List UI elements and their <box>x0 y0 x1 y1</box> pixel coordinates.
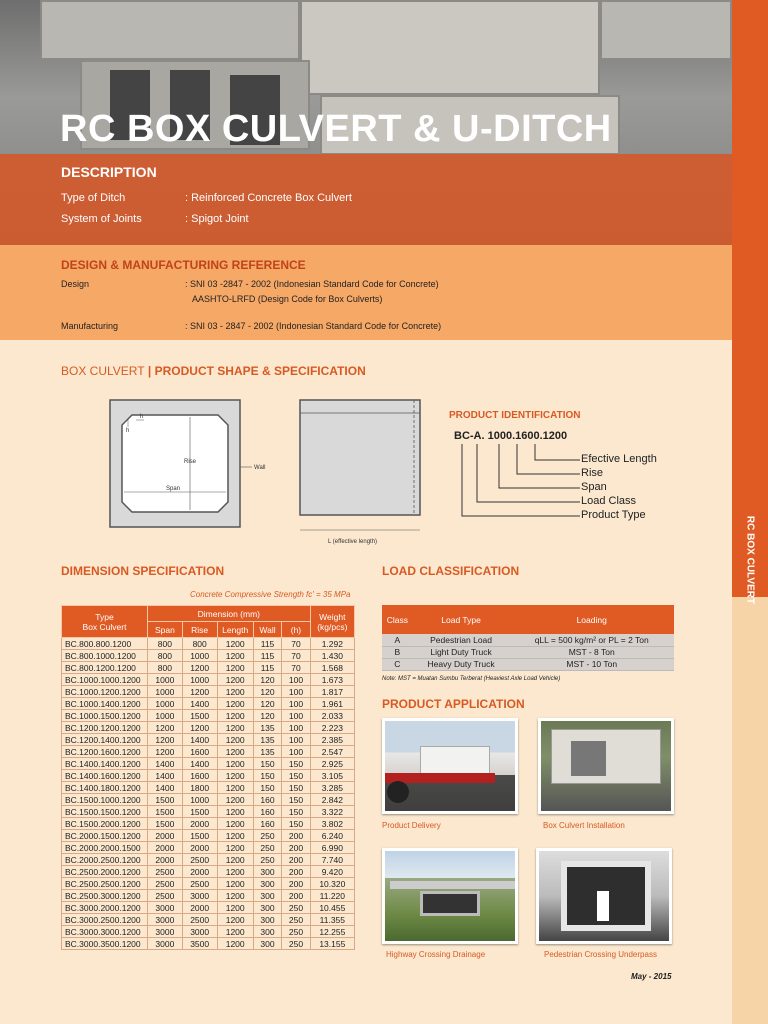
table-cell: 300 <box>253 890 281 902</box>
wall-label: Wall <box>254 465 266 471</box>
table-cell: 1500 <box>182 830 217 842</box>
caption-delivery: Product Delivery <box>382 821 441 830</box>
table-cell: 11.220 <box>310 890 354 902</box>
table-cell: 2.842 <box>310 794 354 806</box>
table-cell: 13.155 <box>310 938 354 950</box>
table-cell: 3.105 <box>310 770 354 782</box>
table-cell: 1200 <box>217 842 253 854</box>
table-cell: 11.355 <box>310 914 354 926</box>
col-wall: Wall <box>253 622 281 638</box>
table-row <box>62 842 355 854</box>
table-cell: BC.2000.2500.1200 <box>62 854 148 866</box>
table-cell: 300 <box>253 866 281 878</box>
col-rise: Rise <box>182 622 217 638</box>
caption-highway: Highway Crossing Drainage <box>386 950 486 959</box>
table-cell: 2500 <box>182 854 217 866</box>
table-cell: MST - 8 Ton <box>509 646 674 658</box>
table-cell: 1200 <box>217 878 253 890</box>
table-cell: 250 <box>282 902 310 914</box>
reference-design-2: AASHTO-LRFD (Design Code for Box Culverts) <box>192 294 383 304</box>
table-cell: 2500 <box>148 866 183 878</box>
table-row <box>62 686 355 698</box>
description-heading: DESCRIPTION <box>61 164 157 180</box>
col-loading: Loading <box>509 605 674 634</box>
table-cell: 1800 <box>182 782 217 794</box>
table-cell: 2500 <box>182 878 217 890</box>
product-identification-heading: PRODUCT IDENTIFICATION <box>449 410 581 421</box>
photo-product-delivery <box>382 718 518 814</box>
table-cell: 1000 <box>148 698 183 710</box>
table-row <box>382 634 674 646</box>
table-cell: 120 <box>253 674 281 686</box>
table-cell: 1.568 <box>310 662 354 674</box>
table-cell: 1500 <box>148 794 183 806</box>
table-cell: 1200 <box>217 698 253 710</box>
table-cell: BC.2500.3000.1200 <box>62 890 148 902</box>
table-cell: 100 <box>282 674 310 686</box>
table-cell: Heavy Duty Truck <box>413 658 510 670</box>
table-cell: 100 <box>282 722 310 734</box>
table-cell: 2.223 <box>310 722 354 734</box>
table-cell: 2500 <box>148 890 183 902</box>
table-cell: BC.2500.2500.1200 <box>62 878 148 890</box>
side-tab-label: RC BOX CULVERT <box>744 515 756 605</box>
table-cell: Light Duty Truck <box>413 646 510 658</box>
table-cell: 10.455 <box>310 902 354 914</box>
table-cell: 1600 <box>182 770 217 782</box>
caption-installation: Box Culvert Installation <box>543 821 625 830</box>
col-weight: Weight (kg/pcs) <box>310 606 354 638</box>
table-cell: 115 <box>253 650 281 662</box>
col-load-type: Load Type <box>413 605 510 634</box>
table-row <box>62 890 355 902</box>
table-cell: 300 <box>253 878 281 890</box>
table-cell: 160 <box>253 818 281 830</box>
table-row <box>62 710 355 722</box>
table-cell: 115 <box>253 638 281 650</box>
table-cell: 100 <box>282 710 310 722</box>
load-heading: LOAD CLASSIFICATION <box>382 564 520 578</box>
table-cell: 1200 <box>217 782 253 794</box>
col-class: Class <box>382 605 413 634</box>
table-cell: BC.1500.1500.1200 <box>62 806 148 818</box>
table-row <box>62 902 355 914</box>
table-cell: 1000 <box>148 710 183 722</box>
load-table <box>382 605 674 671</box>
identification-lines <box>455 444 585 524</box>
table-cell: 150 <box>282 794 310 806</box>
table-cell: 200 <box>282 830 310 842</box>
table-cell: BC.800.1200.1200 <box>62 662 148 674</box>
table-cell: 150 <box>253 758 281 770</box>
table-cell: 1200 <box>182 662 217 674</box>
table-cell: 1200 <box>217 806 253 818</box>
table-cell: BC.800.800.1200 <box>62 638 148 650</box>
table-row <box>62 782 355 794</box>
table-row <box>62 722 355 734</box>
table-row <box>62 854 355 866</box>
table-cell: 300 <box>253 926 281 938</box>
table-row <box>382 658 674 670</box>
h-label: h <box>140 414 144 420</box>
table-cell: 1500 <box>148 806 183 818</box>
table-cell: 1200 <box>217 638 253 650</box>
table-cell: 2.925 <box>310 758 354 770</box>
table-cell: 1000 <box>182 794 217 806</box>
table-cell: 800 <box>148 638 183 650</box>
table-cell: 1200 <box>217 770 253 782</box>
table-cell: 100 <box>282 698 310 710</box>
table-cell: 3000 <box>148 914 183 926</box>
table-row <box>62 830 355 842</box>
table-cell: 250 <box>253 830 281 842</box>
table-cell: 70 <box>282 650 310 662</box>
table-cell: 200 <box>282 866 310 878</box>
table-row <box>62 734 355 746</box>
table-cell: BC.1500.1000.1200 <box>62 794 148 806</box>
photo-pedestrian-crossing-underpass <box>536 848 672 944</box>
photo-highway-crossing-drainage <box>382 848 518 944</box>
table-cell: 2000 <box>148 830 183 842</box>
table-cell: 9.420 <box>310 866 354 878</box>
table-cell: 2000 <box>148 842 183 854</box>
side-tab <box>732 0 768 597</box>
table-cell: 2.547 <box>310 746 354 758</box>
table-cell: 1000 <box>182 650 217 662</box>
table-cell: 1200 <box>148 734 183 746</box>
table-row <box>62 806 355 818</box>
col-length: Length <box>217 622 253 638</box>
table-cell: 100 <box>282 734 310 746</box>
table-cell: 150 <box>282 782 310 794</box>
publication-date: May - 2015 <box>631 972 672 981</box>
table-cell: 100 <box>282 746 310 758</box>
table-cell: BC.800.1000.1200 <box>62 650 148 662</box>
table-cell: 12.255 <box>310 926 354 938</box>
table-row <box>62 698 355 710</box>
table-cell: 3000 <box>148 938 183 950</box>
pid-label: Product Type <box>581 509 646 521</box>
table-cell: BC.2000.1500.1200 <box>62 830 148 842</box>
table-cell: BC.1000.1500.1200 <box>62 710 148 722</box>
pid-label: Span <box>581 481 607 493</box>
table-cell: 200 <box>282 890 310 902</box>
table-row <box>62 914 355 926</box>
col-dimension: Dimension (mm) <box>148 606 311 622</box>
reference-manufacturing: Manufacturing : SNI 03 - 2847 - 2002 (Indonesian Standard Code for Concrete) <box>61 321 442 331</box>
table-cell: 1200 <box>217 662 253 674</box>
table-cell: qLL = 500 kg/m² or PL = 2 Ton <box>509 634 674 646</box>
table-cell: 10.320 <box>310 878 354 890</box>
table-cell: 800 <box>182 638 217 650</box>
table-cell: 2000 <box>182 902 217 914</box>
photo-box-culvert-installation <box>538 718 674 814</box>
table-cell: 2.033 <box>310 710 354 722</box>
table-cell: 3.285 <box>310 782 354 794</box>
table-row <box>62 770 355 782</box>
table-cell: 115 <box>253 662 281 674</box>
table-cell: 3000 <box>182 890 217 902</box>
table-cell: 1200 <box>148 746 183 758</box>
table-cell: 300 <box>253 902 281 914</box>
table-cell: 1200 <box>217 890 253 902</box>
table-cell: 1500 <box>148 818 183 830</box>
table-cell: BC.3000.2500.1200 <box>62 914 148 926</box>
table-cell: 1200 <box>182 722 217 734</box>
table-cell: 1200 <box>217 734 253 746</box>
page-title: RC BOX CULVERT & U-DITCH <box>60 108 612 150</box>
table-cell: 1200 <box>217 722 253 734</box>
table-cell: 1200 <box>217 866 253 878</box>
table-cell: 1200 <box>217 710 253 722</box>
table-cell: 135 <box>253 734 281 746</box>
table-cell: BC.1400.1400.1200 <box>62 758 148 770</box>
table-cell: 250 <box>282 926 310 938</box>
table-cell: 1000 <box>148 674 183 686</box>
pid-label: Efective Length <box>581 453 657 465</box>
table-row <box>62 674 355 686</box>
table-cell: 300 <box>253 914 281 926</box>
table-cell: 150 <box>253 782 281 794</box>
table-cell: 1200 <box>217 650 253 662</box>
table-row <box>62 746 355 758</box>
table-cell: 800 <box>148 662 183 674</box>
table-cell: 800 <box>148 650 183 662</box>
product-code: BC-A. 1000.1600.1200 <box>454 430 568 442</box>
table-cell: 1200 <box>182 686 217 698</box>
reference-heading: DESIGN & MANUFACTURING REFERENCE <box>61 258 306 272</box>
table-cell: 3000 <box>148 902 183 914</box>
table-cell: 7.740 <box>310 854 354 866</box>
table-cell: 2.385 <box>310 734 354 746</box>
table-cell: 1400 <box>148 782 183 794</box>
table-cell: BC.1400.1600.1200 <box>62 770 148 782</box>
table-row <box>62 758 355 770</box>
culvert-diagram <box>100 395 440 555</box>
table-cell: 3.322 <box>310 806 354 818</box>
table-cell: 1200 <box>217 674 253 686</box>
table-cell: 150 <box>282 770 310 782</box>
table-cell: 1.430 <box>310 650 354 662</box>
table-cell: 120 <box>253 710 281 722</box>
caption-underpass: Pedestrian Crossing Underpass <box>544 950 657 959</box>
table-cell: 1200 <box>217 938 253 950</box>
table-row <box>62 926 355 938</box>
table-cell: 150 <box>282 758 310 770</box>
table-cell: MST - 10 Ton <box>509 658 674 670</box>
table-cell: 1400 <box>182 734 217 746</box>
table-cell: 250 <box>282 914 310 926</box>
reference-design: Design : SNI 03 -2847 - 2002 (Indonesian Standard Code for Concrete) <box>61 279 439 289</box>
table-cell: 1.673 <box>310 674 354 686</box>
description-band <box>0 154 732 245</box>
table-cell: 2000 <box>182 818 217 830</box>
table-cell: BC.1500.2000.1200 <box>62 818 148 830</box>
table-row <box>62 638 355 650</box>
table-cell: 1.292 <box>310 638 354 650</box>
table-cell: BC.1200.1400.1200 <box>62 734 148 746</box>
table-row <box>62 794 355 806</box>
table-cell: 1000 <box>148 686 183 698</box>
table-cell: 200 <box>282 842 310 854</box>
table-row <box>62 650 355 662</box>
table-cell: BC.1000.1200.1200 <box>62 686 148 698</box>
reference-band <box>0 245 732 340</box>
table-cell: 250 <box>282 938 310 950</box>
col-h: (h) <box>282 622 310 638</box>
table-cell: 150 <box>282 806 310 818</box>
table-cell: 2500 <box>148 878 183 890</box>
table-cell: BC.3000.2000.1200 <box>62 902 148 914</box>
table-cell: BC.2000.2000.1500 <box>62 842 148 854</box>
table-cell: 1200 <box>148 722 183 734</box>
table-cell: 1.817 <box>310 686 354 698</box>
table-cell: 1.961 <box>310 698 354 710</box>
table-cell: 2000 <box>182 866 217 878</box>
strength-note: Concrete Compressive Strength fc' = 35 MPa <box>190 590 351 599</box>
table-cell: 3500 <box>182 938 217 950</box>
span-label: Span <box>166 486 181 492</box>
table-cell: BC.1400.1800.1200 <box>62 782 148 794</box>
table-cell: 2500 <box>182 914 217 926</box>
table-cell: 100 <box>282 686 310 698</box>
table-cell: 120 <box>253 686 281 698</box>
table-cell: BC.1000.1400.1200 <box>62 698 148 710</box>
table-row <box>382 646 674 658</box>
table-cell: 1200 <box>217 830 253 842</box>
rise-label: Rise <box>184 459 197 465</box>
dimension-heading: DIMENSION SPECIFICATION <box>61 564 225 578</box>
table-cell: 1000 <box>182 674 217 686</box>
table-cell: 250 <box>253 854 281 866</box>
table-cell: 1400 <box>148 758 183 770</box>
table-row <box>62 938 355 950</box>
table-cell: 1400 <box>182 758 217 770</box>
table-cell: BC.2500.2000.1200 <box>62 866 148 878</box>
table-cell: 150 <box>282 818 310 830</box>
table-cell: 1200 <box>217 818 253 830</box>
table-cell: BC.1200.1600.1200 <box>62 746 148 758</box>
col-span: Span <box>148 622 183 638</box>
table-cell: 1200 <box>217 686 253 698</box>
pid-label: Load Class <box>581 495 637 507</box>
table-row <box>62 878 355 890</box>
table-cell: 3000 <box>182 926 217 938</box>
table-cell: 1200 <box>217 758 253 770</box>
table-cell: 1200 <box>217 746 253 758</box>
table-cell: 135 <box>253 722 281 734</box>
table-cell: 135 <box>253 746 281 758</box>
table-cell: 200 <box>282 854 310 866</box>
table-cell: BC.3000.3500.1200 <box>62 938 148 950</box>
box-culvert-heading: BOX CULVERT | PRODUCT SHAPE & SPECIFICATION <box>61 364 366 378</box>
h-label-2: h <box>126 428 130 434</box>
table-cell: 2000 <box>148 854 183 866</box>
pid-label: Rise <box>581 467 604 479</box>
table-cell: 3.802 <box>310 818 354 830</box>
col-type: Type Box Culvert <box>62 606 148 638</box>
application-heading: PRODUCT APPLICATION <box>382 697 525 711</box>
table-cell: 1400 <box>148 770 183 782</box>
dimension-table <box>61 605 355 950</box>
table-cell: 1200 <box>217 794 253 806</box>
length-label: L (effective length) <box>328 539 378 545</box>
table-row <box>62 866 355 878</box>
table-cell: C <box>382 658 413 670</box>
table-cell: 1200 <box>217 914 253 926</box>
table-cell: 150 <box>253 770 281 782</box>
table-cell: 1200 <box>217 854 253 866</box>
table-cell: 1600 <box>182 746 217 758</box>
table-row <box>62 818 355 830</box>
table-cell: 70 <box>282 662 310 674</box>
table-cell: BC.1000.1000.1200 <box>62 674 148 686</box>
table-cell: 1500 <box>182 710 217 722</box>
table-cell: 2000 <box>182 842 217 854</box>
table-cell: 120 <box>253 698 281 710</box>
description-row: Type of Ditch : Reinforced Concrete Box Culvert <box>61 192 352 204</box>
table-cell: 300 <box>253 938 281 950</box>
table-cell: 1200 <box>217 926 253 938</box>
table-cell: Pedestrian Load <box>413 634 510 646</box>
table-cell: 1200 <box>217 902 253 914</box>
load-note: Note: MST = Muatan Sumbu Terberat (Heaviest Axle Load Vehicle) <box>382 676 561 682</box>
table-cell: BC.1200.1200.1200 <box>62 722 148 734</box>
table-cell: 6.990 <box>310 842 354 854</box>
table-cell: 70 <box>282 638 310 650</box>
table-cell: 160 <box>253 806 281 818</box>
table-cell: A <box>382 634 413 646</box>
table-cell: 250 <box>253 842 281 854</box>
table-cell: 6.240 <box>310 830 354 842</box>
table-cell: 160 <box>253 794 281 806</box>
table-cell: 1500 <box>182 806 217 818</box>
table-cell: 200 <box>282 878 310 890</box>
table-cell: B <box>382 646 413 658</box>
table-cell: 3000 <box>148 926 183 938</box>
description-row: System of Joints : Spigot Joint <box>61 213 249 225</box>
table-cell: 1400 <box>182 698 217 710</box>
table-cell: BC.3000.3000.1200 <box>62 926 148 938</box>
table-row <box>62 662 355 674</box>
